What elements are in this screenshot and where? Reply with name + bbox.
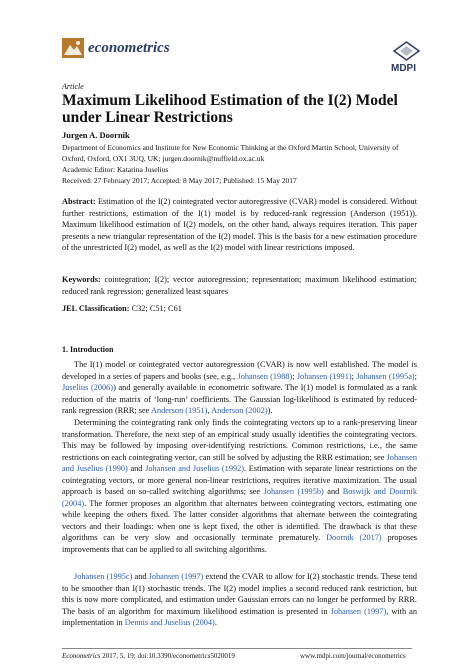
- paragraph-1: The I(1) model or cointegrated vector autoregression (CVAR) is now well established. The model is developed in a series of papers and books (see, e.g., Johansen (1988); Johansen (1991); Johansen (1995a); Juselius (2006)) and generally available in econometric software. The I(1) model is formulated as a rank reduction of the matrix of ‘long-run’ coefficients. The Gaussian log-likelihood is estimated by reduced-rank regression (RRR; see Anderson (1951), Anderson (2002)).: [62, 360, 418, 415]
- citation-link[interactable]: Johansen: [330, 606, 362, 616]
- section-heading: 1. Introduction: [62, 345, 114, 354]
- citation-link[interactable]: Anderson: [211, 406, 244, 415]
- text: extend the CVAR to allow for I(2) stochastic trends. These tend to be smoother than I(1) stochastic trends. The I(2) model implies a second reduced rank restriction, but this is now more complicated, and estimation under Gaussian errors can no longer be performed by RRR. The basis of an algorithm for maximum likelihood estimation is presented in: [62, 572, 418, 616]
- abstract-text: Estimation of the I(2) cointegrated vector autoregressive (CVAR) model is considered. Without further restrictions, estimation of the I(1) model is by reduced-rank regression (Anderson (1951)). Maximum likelihood estimation of I(2) models, on the other hand, always requires iteration. This paper presents a new triangular representation of the I(2) model. This is the basis for a new estimation procedure of the unrestricted I(2) model, as well as the I(2) model with linear restrictions imposed.: [62, 197, 418, 252]
- citation-link[interactable]: Juselius: [62, 383, 89, 392]
- mdpi-logo-icon: [392, 41, 421, 61]
- citation-link[interactable]: (1997): [364, 606, 387, 616]
- keywords-text: cointegration; I(2); vector autoregression; representation; maximum likelihood estimation; reduced rank regression; generalized least squares: [62, 275, 417, 296]
- citation-link[interactable]: Dennis and Juselius: [124, 618, 191, 627]
- citation-link[interactable]: (1995a): [388, 371, 415, 381]
- text: The I(1) model or cointegrated vector autoregression (CVAR) is now well established. The model is developed in a series of papers and books (see, e.g.,: [62, 360, 417, 381]
- citation-link[interactable]: (2002): [245, 406, 268, 415]
- text: with an implementation in: [62, 606, 418, 627]
- citation-link[interactable]: (2004): [62, 498, 85, 508]
- citation-link[interactable]: (1951): [185, 406, 208, 415]
- abstract: [62, 196, 417, 254]
- text: Determining the cointegrating rank only finds the cointegrating vectors up to a rank-preserving linear transformation. Therefore, the next step of an empirical study usually identifies the cointegrating vectors. This may be followed by imposing over-identifying restrictions. Common restrictions, i.e., the same restrictions on each cointegrating vector, can still be solved by adjusting the RRR estimation; see: [62, 418, 417, 462]
- article-type: Article: [62, 82, 84, 91]
- citation-link[interactable]: (1988): [270, 371, 293, 381]
- citation-link[interactable]: (2017): [359, 533, 382, 542]
- journal-logo-icon: [62, 38, 84, 58]
- footer-divider: [62, 648, 412, 649]
- citation-link[interactable]: Boswijk and Doornik: [342, 487, 417, 496]
- citation-link[interactable]: Anderson: [150, 406, 184, 415]
- text: proposes improvements that can be applied to all switching algorithms.: [62, 533, 417, 554]
- jel-label: JEL Classification:: [62, 304, 130, 313]
- paragraph-2: Determining the cointegrating rank only finds the cointegrating vectors up to a rank-preserving linear transformation. Therefore, the next step of an empirical study usually identifies the cointegrating vectors. This may be followed by imposing over-identifying restrictions. Common restrictions, i.e., the same restrictions on each cointegrating vector, can still be solved by adjusting the RRR estimation; see Johansen and Juselius (1990) and Johansen and Juselius (1992). Estimation with separate linear restrictions on the cointegrating vectors, or more general non-linear restrictions, requires iterative maximization. The usual approach is based on so-called switching algorithms; see Johansen (1995b) and Boswijk and Doornik (2004). The former proposes an algorithm that alternates between cointegrating vectors, estimating one while keeping the others fixed. The latter consider algorithms that alternate between the cointegrating vectors and their loadings: when one is kept fixed, the other is identified. The drawback is that these algorithms can be very slow and occasionally terminate prematurely. Doornik (2017) proposes improvements that can be applied to all switching algorithms.: [62, 418, 417, 554]
- citation-link[interactable]: Doornik: [326, 533, 354, 542]
- journal-name: econometrics: [88, 40, 170, 56]
- citation-link[interactable]: Johansen and Juselius: [145, 464, 220, 473]
- citation-link[interactable]: (1997): [181, 572, 204, 581]
- citation-link[interactable]: (2004): [192, 618, 215, 627]
- citation-link[interactable]: Johansen: [356, 371, 387, 381]
- citation-link[interactable]: Johansen: [74, 572, 105, 581]
- citation-link[interactable]: Johansen and Juselius: [62, 452, 417, 473]
- citation-link[interactable]: (2006): [90, 383, 114, 392]
- footer-journal: Econometrics: [62, 652, 101, 660]
- publisher-name: MDPI: [391, 63, 416, 74]
- citation-link[interactable]: Johansen: [263, 487, 295, 496]
- text: The former proposes an algorithm that alternates between cointegrating vectors, estimating one while keeping the others fixed. The latter consider algorithms that alternate between the cointegrating vectors and their loadings: when one is kept fixed, the other is identified. The drawback is that these algorithms can be very slow and occasionally terminate prematurely.: [62, 498, 417, 542]
- author-name: Jurgen A. Doornik: [62, 130, 130, 140]
- paragraph-3: Johansen (1995c) and Johansen (1997) extend the CVAR to allow for I(2) stochastic trends. These tend to be smoother than I(1) stochastic trends. The I(2) model implies a second reduced rank restriction, but this is now more complicated, and estimation under Gaussian errors can no longer be performed by RRR. The basis of an algorithm for maximum likelihood estimation is presented in Johansen (1997), with an implementation in Dennis and Juselius (2004).: [62, 572, 418, 627]
- text: and generally available in econometric software. The I(1) model is formulated as a rank reduction of the matrix of ‘long-run’ coefficients. The Gaussian log-likelihood is estimated by reduced-rank regression (RRR; see: [62, 383, 418, 415]
- publication-dates: Received: 27 February 2017; Accepted: 8 May 2017; Published: 15 May 2017: [62, 176, 297, 185]
- footer-citation: [62, 652, 235, 660]
- citation-link[interactable]: (1991): [329, 371, 352, 381]
- keywords: [62, 274, 417, 297]
- citation-link[interactable]: (1995b): [297, 487, 324, 496]
- citation-link[interactable]: Johansen: [148, 572, 180, 581]
- abstract-label: Abstract:: [62, 197, 96, 206]
- keywords-label: Keywords:: [62, 275, 101, 284]
- jel-text: C32; C51; C61: [131, 304, 182, 313]
- citation-link[interactable]: (1992): [221, 464, 245, 473]
- citation-link[interactable]: Johansen: [237, 371, 268, 381]
- citation-link[interactable]: (1990): [105, 464, 128, 473]
- jel-classification: [62, 304, 417, 313]
- academic-editor: Academic Editor: Katarina Juselius: [62, 165, 169, 174]
- citation-link[interactable]: Johansen: [296, 371, 328, 381]
- citation-link[interactable]: (1995c): [106, 572, 133, 581]
- text: Estimation with separate linear restrictions on the cointegrating vectors, or more general non-linear restrictions, requires iterative maximization. The usual approach is based on so-called switching algorithms; see: [62, 464, 417, 496]
- footer-url[interactable]: www.mdpi.com/journal/econometrics: [300, 652, 406, 660]
- article-title: Maximum Likelihood Estimation of the I(2) Model under Linear Restrictions: [62, 92, 398, 126]
- author-affiliation: Department of Economics and Institute for New Economic Thinking at the Oxford Martin School, University of Oxford, Oxford, OX1 3UQ, UK; jurgen.doornik@nuffield.ox.ac.uk: [62, 143, 399, 163]
- footer-citation-rest: 2017, 5, 19; doi:10.3390/econometrics5020019: [102, 652, 235, 660]
